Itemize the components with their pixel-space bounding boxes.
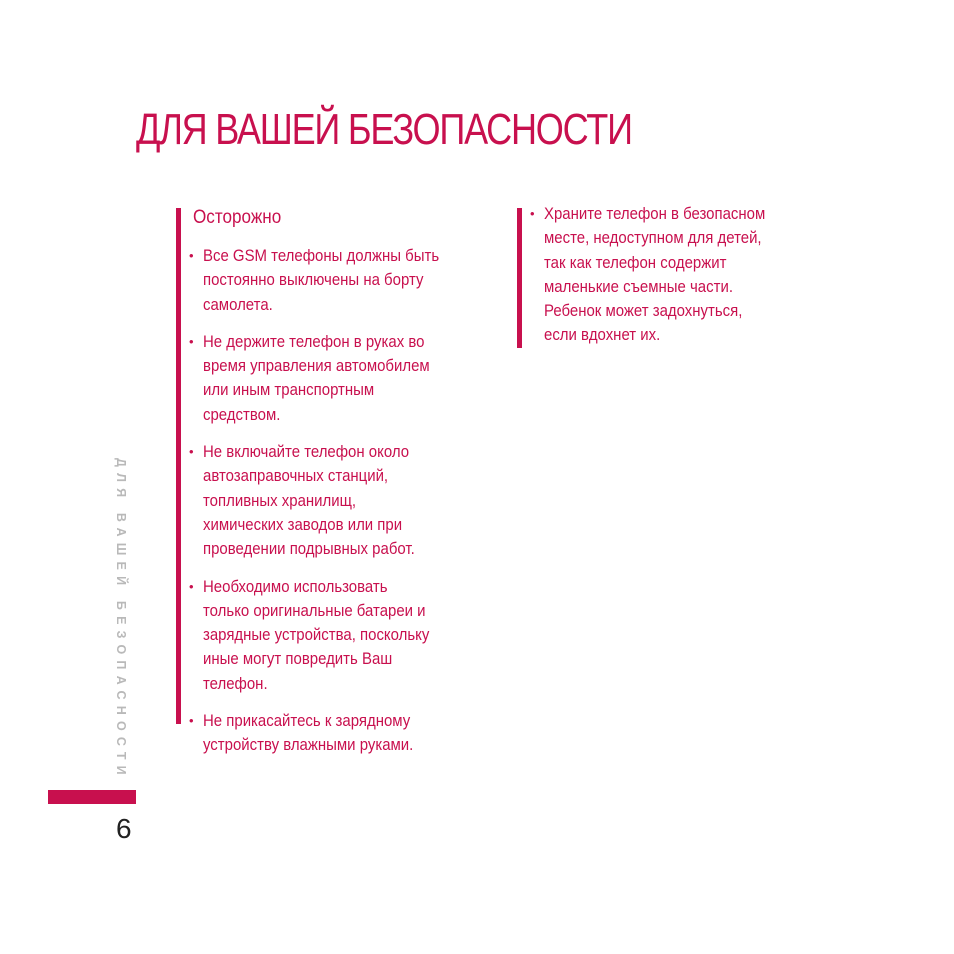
list-item — [189, 440, 496, 561]
child-safety-section — [517, 204, 837, 348]
page-number: 6 — [116, 813, 132, 844]
list-item — [189, 709, 496, 758]
child-safety-list — [530, 202, 837, 348]
caution-list — [189, 244, 496, 758]
list-item-text: Не прикасайтесь к зарядному устройству влажными руками. — [203, 711, 414, 755]
list-item — [530, 202, 837, 348]
list-item — [189, 575, 496, 696]
caution-section — [176, 207, 496, 755]
list-item-text: Храните телефон в безопасном месте, недоступном для детей, так как телефон содержит маленькие съемные части. Ребенок может задохнуться, если вдохнет их. — [544, 204, 766, 345]
list-item-text: Не включайте телефон около автозаправочных станций, топливных хранилищ, химических заводов или при проведении подрывных работ. — [203, 442, 415, 559]
bullet-icon: • — [189, 444, 194, 460]
list-item — [189, 330, 496, 427]
list-item — [189, 244, 496, 317]
bullet-icon: • — [189, 578, 194, 594]
page-marker-bar — [48, 790, 136, 804]
list-item-text: Все GSM телефоны должны быть постоянно выключены на борту самолета. — [203, 246, 440, 314]
bullet-icon: • — [189, 713, 194, 729]
list-item-text: Не держите телефон в руках во время управления автомобилем или иным транспортным средством. — [203, 331, 430, 424]
bullet-icon: • — [530, 206, 535, 221]
list-item-text: Необходимо использовать только оригинальные батареи и зарядные устройства, поскольку иные могут повредить Ваш телефон. — [203, 576, 430, 693]
bullet-icon: • — [189, 248, 194, 263]
section-heading-caution: Осторожно — [193, 207, 282, 228]
side-section-label: ДЛЯ ВАШЕЙ БЕЗОПАСНОСТИ — [114, 458, 128, 781]
bullet-icon: • — [189, 333, 194, 349]
page-title: ДЛЯ ВАШЕЙ БЕЗОПАСНОСТИ — [136, 105, 632, 154]
